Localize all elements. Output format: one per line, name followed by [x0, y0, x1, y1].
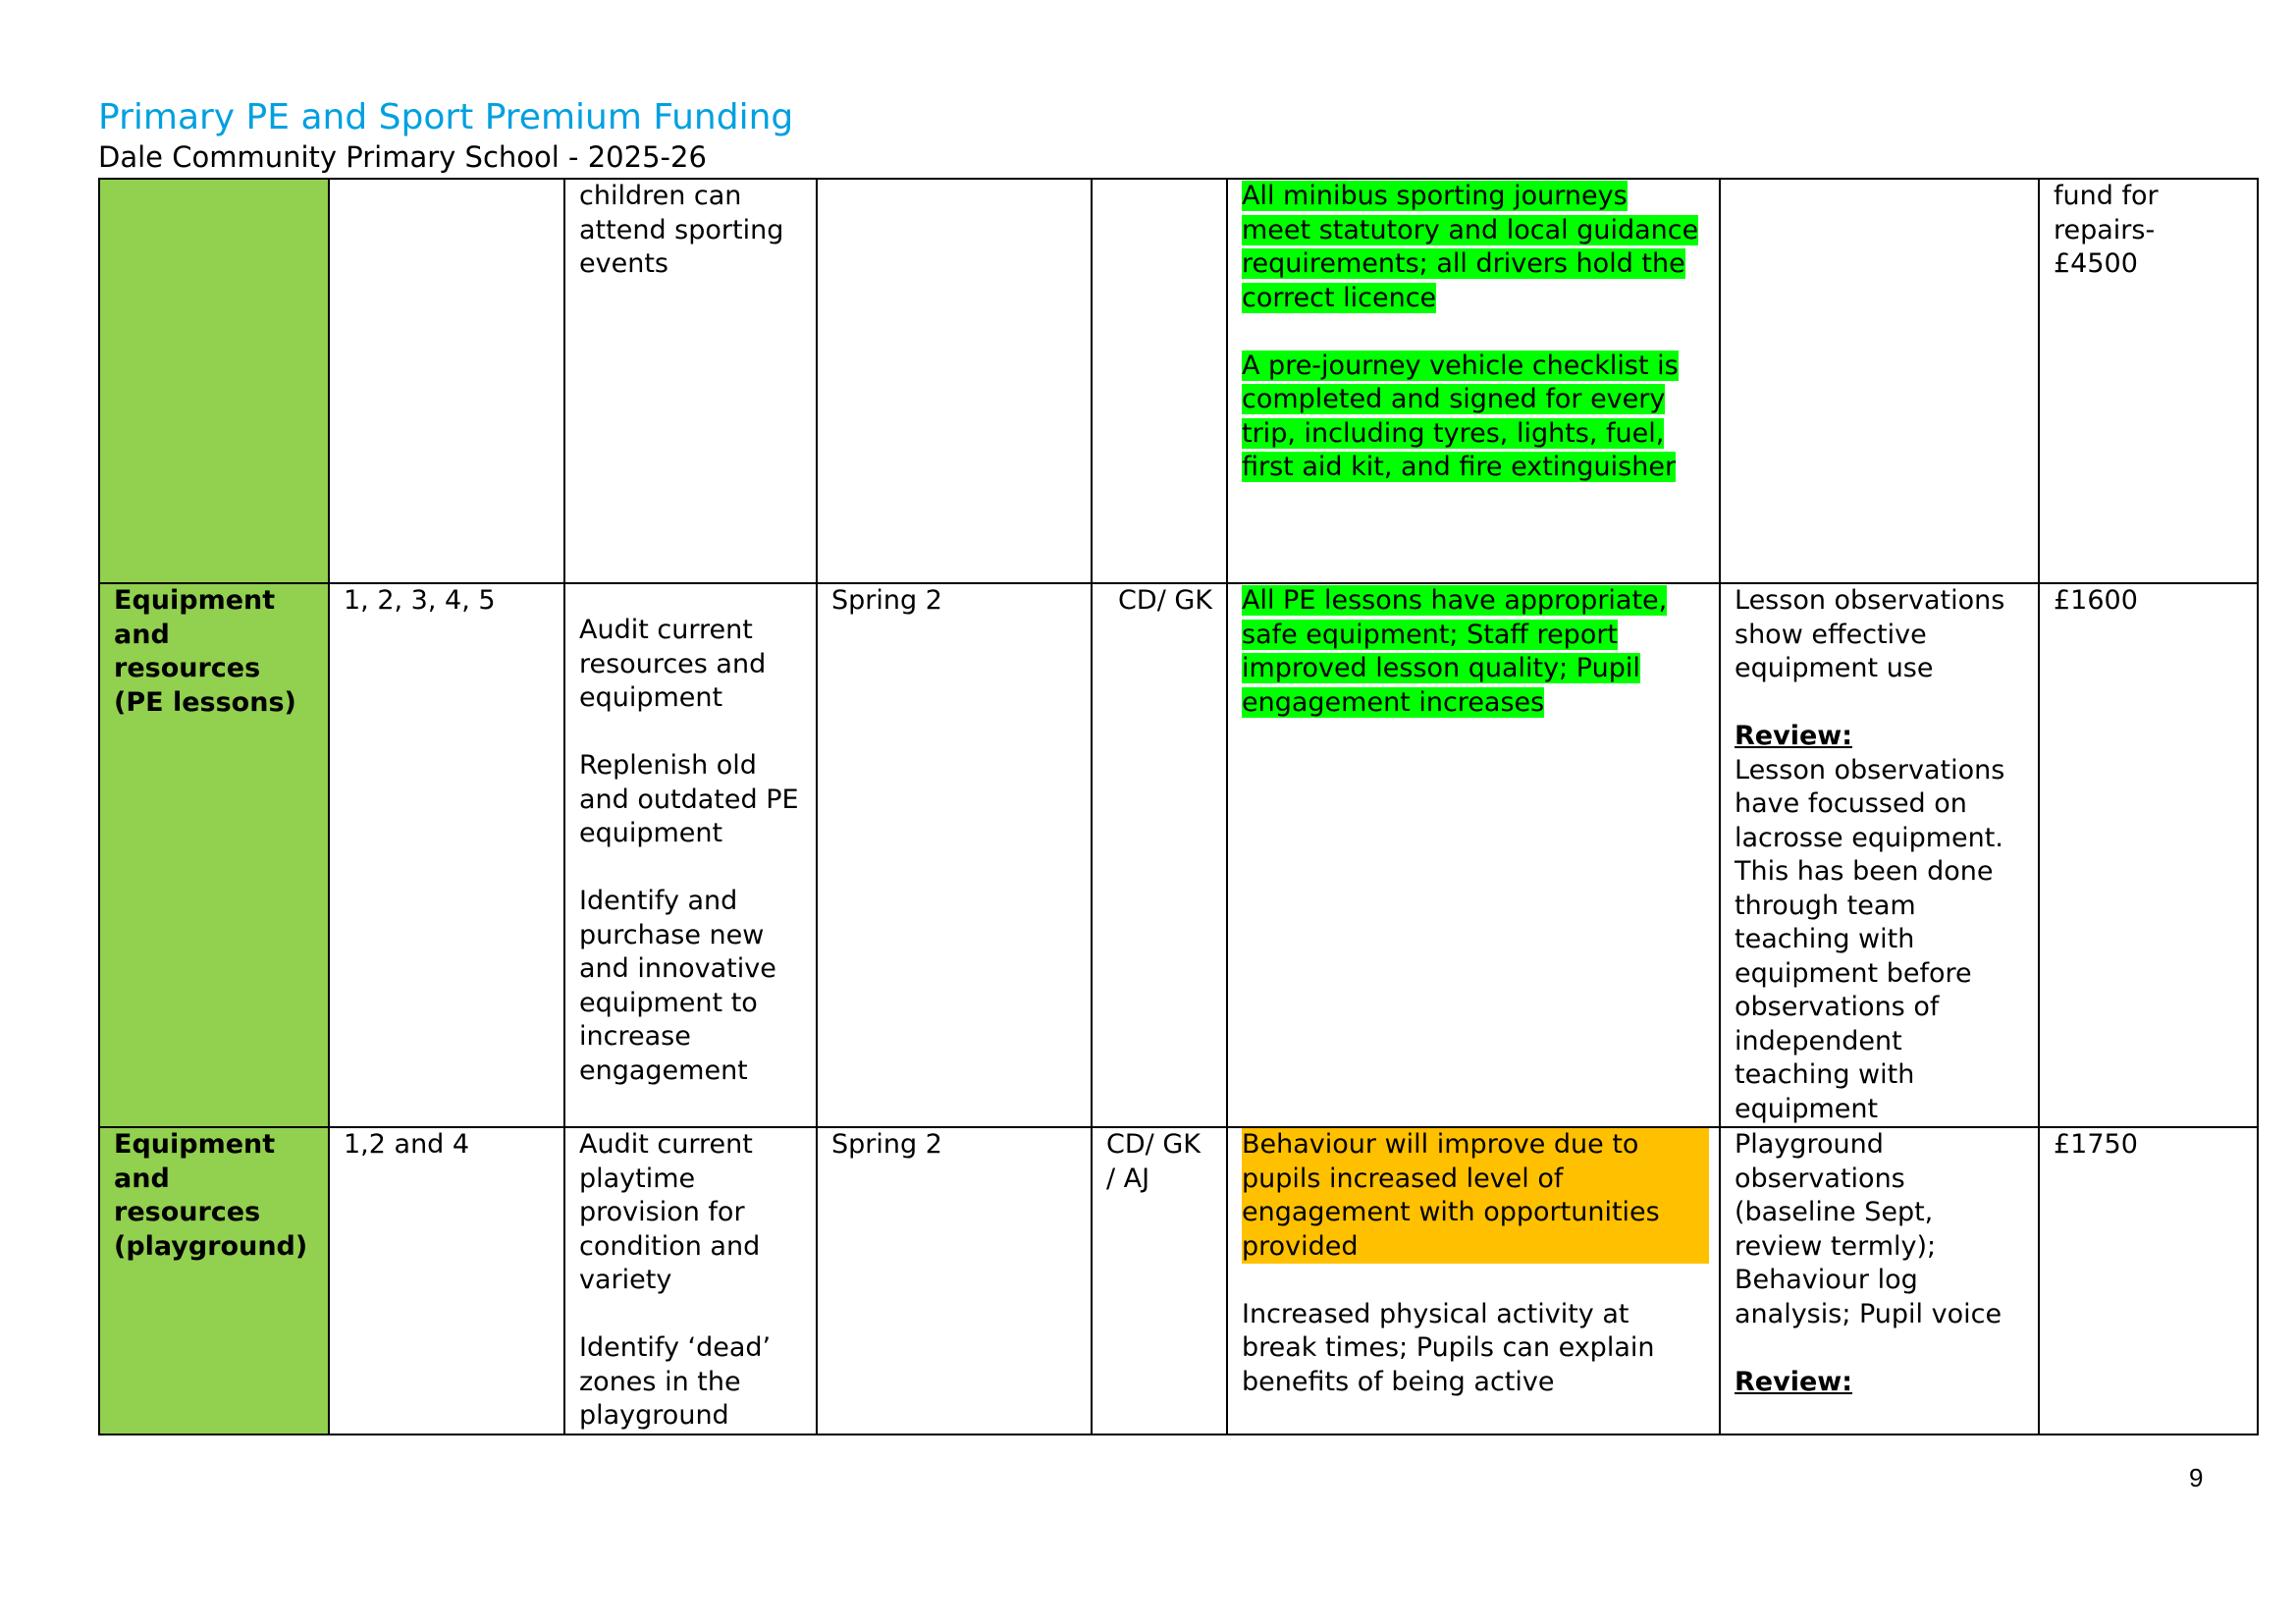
action-text: Audit current playtime provision for condition and variety: [579, 1129, 761, 1295]
action-plan-table: [98, 178, 2259, 1435]
cost-cell: fund for repairs- £4500: [2039, 179, 2258, 583]
lead-cell: CD/ GK: [1092, 583, 1227, 1127]
area-cell: Equipment and resources (playground): [99, 1127, 329, 1435]
success-criteria-text: Increased physical activity at break times; Pupils can explain benefits of being active: [1242, 1298, 1655, 1397]
action-text: Identify ‘dead’ zones in the playground: [579, 1332, 772, 1431]
area-cell: Equipment and resources (PE lessons): [99, 583, 329, 1127]
monitoring-text: Playground observations (baseline Sept, review termly); Behaviour log analysis; Pupil voice: [1735, 1129, 2002, 1329]
monitoring-cell: [1720, 179, 2039, 583]
page-number: 9: [2189, 1463, 2204, 1492]
review-label: Review:: [1735, 721, 1853, 751]
table-row: [99, 583, 2258, 1127]
review-text: Lesson observations have focussed on lacrosse equipment. This has been done through team teaching with equipment before observations of independent teaching with equipment: [1735, 754, 2005, 1124]
timescale-cell: [817, 179, 1092, 583]
green-highlight: All PE lessons have appropriate, safe equipment; Staff report improved lesson quality; Pupil engagement increases: [1242, 585, 1668, 718]
lead-cell: CD/ GK / AJ: [1092, 1127, 1227, 1435]
review-label: Review:: [1735, 1366, 1853, 1397]
criteria-cell: 1,2 and 4: [329, 1127, 564, 1435]
success-criteria-text: [1242, 350, 1701, 485]
action-text: Replenish old and outdated PE equipment: [579, 750, 799, 848]
success-criteria-cell: [1227, 1127, 1720, 1435]
action-text: Identify and purchase new and innovative equipment to increase engagement: [579, 886, 776, 1086]
green-highlight: All minibus sporting journeys meet statutory and local guidance requirements; all drivers hold the correct licence: [1242, 181, 1699, 313]
cost-cell: £1600: [2039, 583, 2258, 1127]
table-row: [99, 1127, 2258, 1435]
monitoring-cell: [1720, 583, 2039, 1127]
criteria-cell: 1, 2, 3, 4, 5: [329, 583, 564, 1127]
actions-cell: [564, 179, 817, 583]
actions-cell: [564, 1127, 817, 1435]
document-subtitle: Dale Community Primary School - 2025-26: [98, 140, 707, 174]
success-criteria-cell: [1227, 179, 1720, 583]
monitoring-text: Lesson observations show effective equipment use: [1735, 585, 2005, 683]
success-criteria-text: [1242, 180, 1701, 315]
cost-cell: £1750: [2039, 1127, 2258, 1435]
timescale-cell: Spring 2: [817, 583, 1092, 1127]
green-highlight: A pre-journey vehicle checklist is completed and signed for every trip, including tyres, lights, fuel, first aid kit, and fire extinguisher: [1242, 350, 1679, 482]
document-title: Primary PE and Sport Premium Funding: [98, 97, 794, 137]
amber-highlight: Behaviour will improve due to pupils increased level of engagement with opportunities provided: [1242, 1128, 1709, 1264]
success-criteria-text: [1242, 584, 1670, 720]
lead-cell: [1092, 179, 1227, 583]
actions-cell: [564, 583, 817, 1127]
table-row: [99, 179, 2258, 583]
criteria-cell: [329, 179, 564, 583]
area-cell: [99, 179, 329, 583]
timescale-cell: Spring 2: [817, 1127, 1092, 1435]
action-text: Audit current resources and equipment: [579, 615, 767, 713]
action-text: children can attend sporting events: [579, 181, 784, 279]
success-criteria-cell: [1227, 583, 1720, 1127]
monitoring-cell: [1720, 1127, 2039, 1435]
